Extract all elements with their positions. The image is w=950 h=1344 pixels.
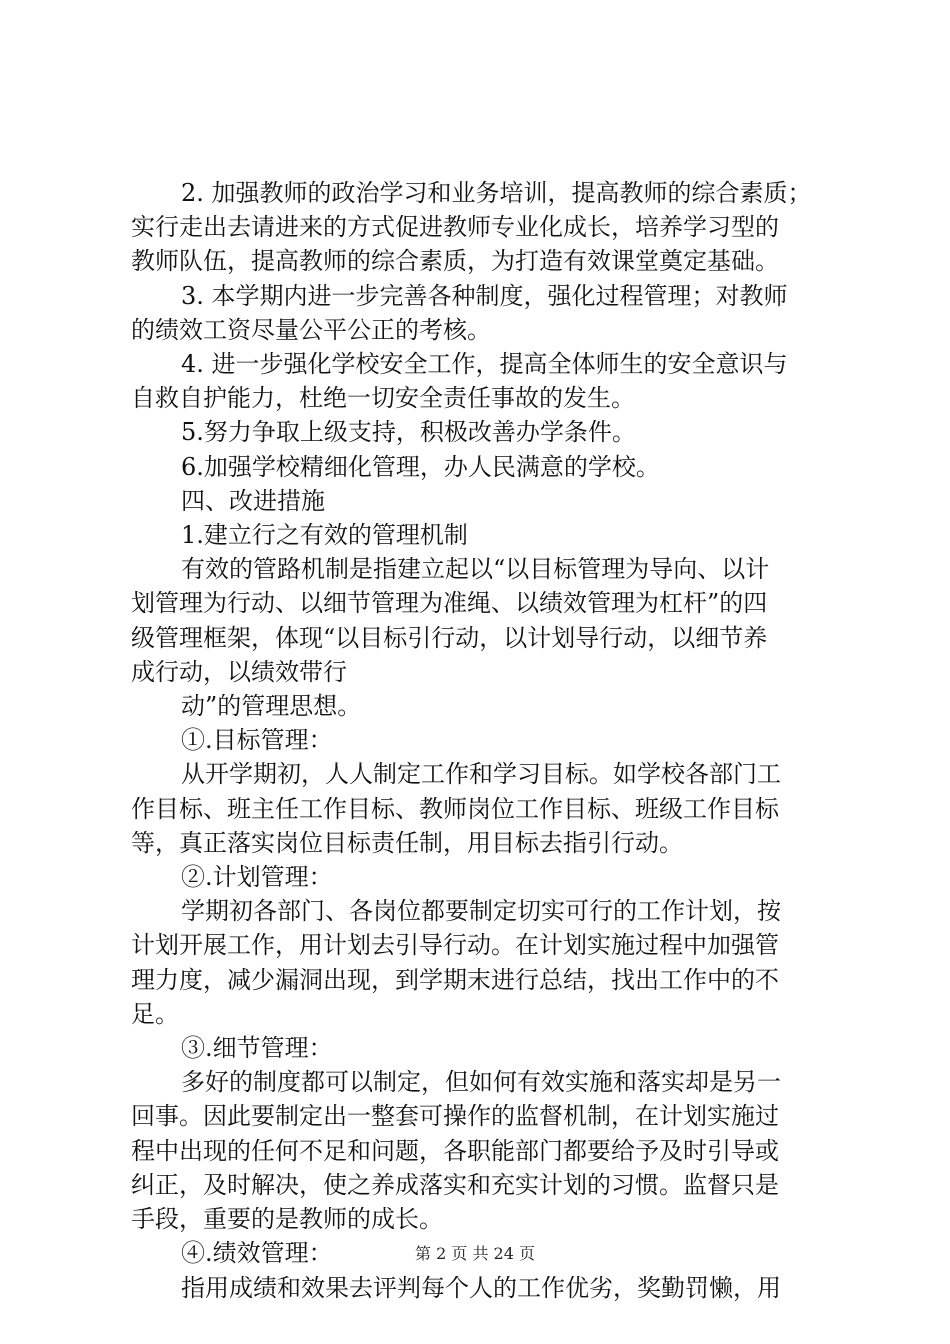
text-line: 计划开展工作，用计划去引导行动。在计划实施过程中加强管 — [131, 931, 779, 960]
text-line: 动”的管理思想。 — [181, 692, 362, 721]
text-line: 实行走出去请进来的方式促进教师专业化成长，培养学习型的 — [131, 213, 779, 242]
text-line: 3. 本学期内进一步完善各种制度，强化过程管理；对教师 — [181, 281, 788, 310]
text-line: 5.努力争取上级支持，积极改善办学条件。 — [181, 418, 636, 447]
text-line: 回事。因此要制定出一整套可操作的监督机制，在计划实施过 — [131, 1102, 779, 1131]
text-line: 手段，重要的是教师的成长。 — [131, 1205, 443, 1234]
text-line: 学期初各部门、各岗位都要制定切实可行的工作计划，按 — [181, 897, 781, 926]
text-line: 自救自护能力，杜绝一切安全责任事故的发生。 — [131, 384, 635, 413]
page-footer: 第 2 页 共 24 页 — [415, 1244, 535, 1263]
text-line: 足。 — [131, 999, 179, 1028]
text-line: 成行动，以绩效带行 — [131, 657, 347, 686]
text-line: 有效的管路机制是指建立起以“以目标管理为导向、以计 — [181, 555, 770, 584]
text-line: 1.建立行之有效的管理机制 — [181, 521, 468, 550]
text-line: 指用成绩和效果去评判每个人的工作优劣，奖勤罚懒，用 — [181, 1273, 781, 1302]
text-line: 教师队伍，提高教师的综合素质，为打造有效课堂奠定基础。 — [131, 247, 779, 276]
text-line: ④.绩效管理： — [181, 1239, 333, 1268]
text-line: 的绩效工资尽量公平公正的考核。 — [131, 315, 491, 344]
text-line: 四、改进措施 — [181, 486, 325, 515]
text-line: ③.细节管理： — [181, 1034, 333, 1063]
text-line: 程中出现的任何不足和问题，各职能部门都要给予及时引导或 — [131, 1136, 779, 1165]
text-line: 2. 加强教师的政治学习和业务培训，提高教师的综合素质； — [181, 179, 812, 207]
text-line: 划管理为行动、以细节管理为准绳、以绩效管理为杠杆”的四 — [131, 589, 768, 618]
text-line: ②.计划管理： — [181, 863, 333, 892]
text-line: 从开学期初，人人制定工作和学习目标。如学校各部门工 — [181, 760, 781, 789]
text-line: 6.加强学校精细化管理，办人民满意的学校。 — [181, 452, 660, 481]
document-body — [131, 176, 831, 1305]
text-line: 多好的制度都可以制定，但如何有效实施和落实却是另一 — [181, 1068, 781, 1097]
text-line: 等，真正落实岗位目标责任制，用目标去指引行动。 — [131, 828, 683, 857]
text-line: 作目标、班主任工作目标、教师岗位工作目标、班级工作目标 — [131, 794, 779, 823]
text-line: 级管理框架，体现“以目标引行动，以计划导行动，以细节养 — [131, 623, 768, 652]
text-line: 4. 进一步强化学校安全工作，提高全体师生的安全意识与 — [181, 350, 788, 379]
text-line: ①.目标管理： — [181, 726, 333, 755]
text-line: 纠正，及时解决，使之养成落实和充实计划的习惯。监督只是 — [131, 1170, 779, 1199]
text-line: 理力度，减少漏洞出现，到学期末进行总结，找出工作中的不 — [131, 965, 779, 994]
